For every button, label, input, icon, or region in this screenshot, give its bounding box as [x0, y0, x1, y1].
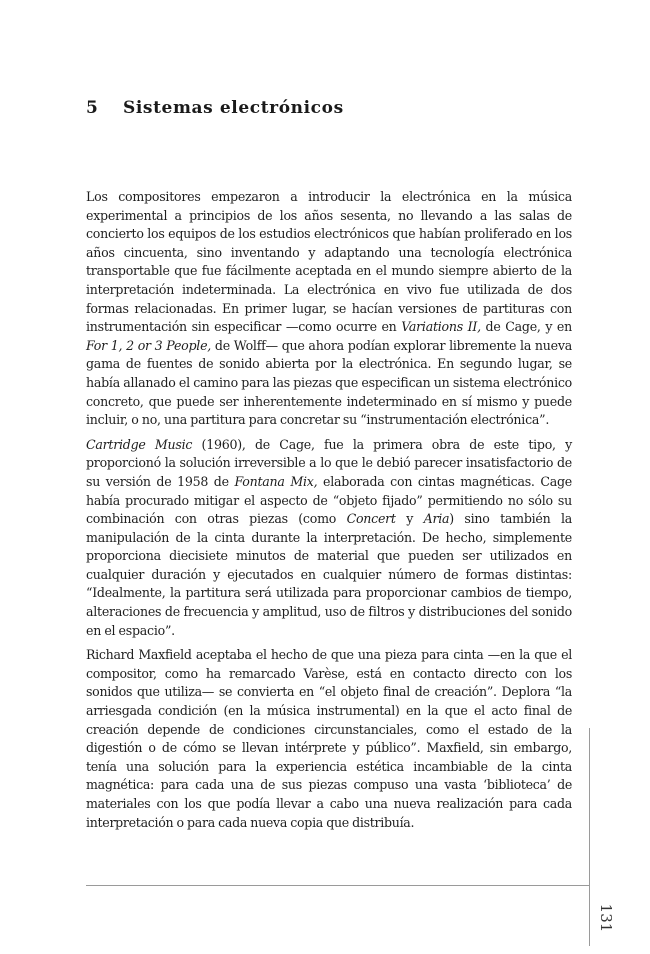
text-run: Richard Maxfield aceptaba el hecho de que una pieza para cinta —en la que el compositor, como ha remarcado Varèse, está en contacto directo con los sonidos que utiliza— se convierta en “el objeto final de creación”. Deplora “la arriesgada condición (en la música instrumental) en la que el acto final de creación depende de condiciones circunstanciales, como el estado de la digestión o de cómo se llevan intérprete y público”. Maxfield, sin embargo, tenía una solución para la experiencia estética incambiable de la cinta magnética: para cada una de sus piezas compuso una vasta ‘biblioteca’ de materiales con los que podía llevar a cabo una nueva realización para cada interpretación o para cada nueva copia que distribuía.	[86, 647, 572, 830]
text-run: Los compositores empezaron a introducir la electrónica en la música experimental a principios de los años sesenta, no llevando a las salas de concierto los equipos de los estudios electrónicos que habían proliferado en los años cincuenta, sino inventando y adaptando una tecnología electrónica transportable que fue fácilmente aceptada en el mundo siempre abierto de la interpretación indeterminada. La electrónica en vivo fue utilizada de dos formas relacionadas. En primer lugar, se hacían versiones de partituras con instrumentación sin especificar —como ocurre en	[86, 189, 572, 335]
section-title: Sistemas electrónicos	[123, 98, 344, 118]
page-number: 131	[597, 903, 615, 933]
paragraph-1	[86, 188, 572, 430]
work-title: Concert	[346, 511, 396, 527]
work-title: Cartridge Music	[86, 436, 193, 452]
text-run: ) sino también la manipulación de la cinta durante la interpretación. De hecho, simplemente proporciona diecisiete minutos de material que pueden ser utilizados en cualquier duración y ejecutados en cualquier número de formas distintas: “Idealmente, la partitura será utilizada para proporcionar cambios de tiempo, alteraciones de frecuencia y amplitud, uso de filtros y distribuciones del sonido en el espacio”.	[86, 511, 572, 638]
work-title: Aria	[423, 511, 450, 527]
text-run: y	[395, 511, 424, 527]
paragraph-2	[86, 436, 572, 641]
paragraph-3	[86, 646, 572, 832]
body-text	[86, 188, 572, 838]
text-run: de Wolff— que ahora podían explorar libremente la nueva gama de fuentes de sonido abierta por la electrónica. En segundo lugar, se había allanado el camino para las piezas que especifican un sistema electrónico concreto, que puede ser inherentemente indeterminado en sí mismo y puede incluir, o no, una partitura para concretar su “instrumentación electrónica”.	[86, 337, 572, 428]
text-run: de Cage, y en	[480, 319, 572, 335]
section-heading	[86, 98, 344, 118]
margin-rule-vertical	[589, 728, 590, 946]
work-title: For 1, 2 or 3 People,	[86, 337, 212, 353]
work-title: Fontana Mix,	[234, 473, 318, 489]
footer-rule	[86, 885, 589, 886]
work-title: Variations II,	[401, 319, 481, 335]
text-run: (1960), de Cage, fue la primera obra de este tipo, y proporcionó la solución irreversible a lo que le debió parecer insatisfactorio de su versión de 1958 de	[86, 436, 572, 489]
section-number: 5	[86, 98, 99, 118]
text-run: elaborada con cintas magnéticas. Cage había procurado mitigar el aspecto de “objeto fijado” permitiendo no sólo su combinación con otras piezas (como	[86, 473, 572, 527]
